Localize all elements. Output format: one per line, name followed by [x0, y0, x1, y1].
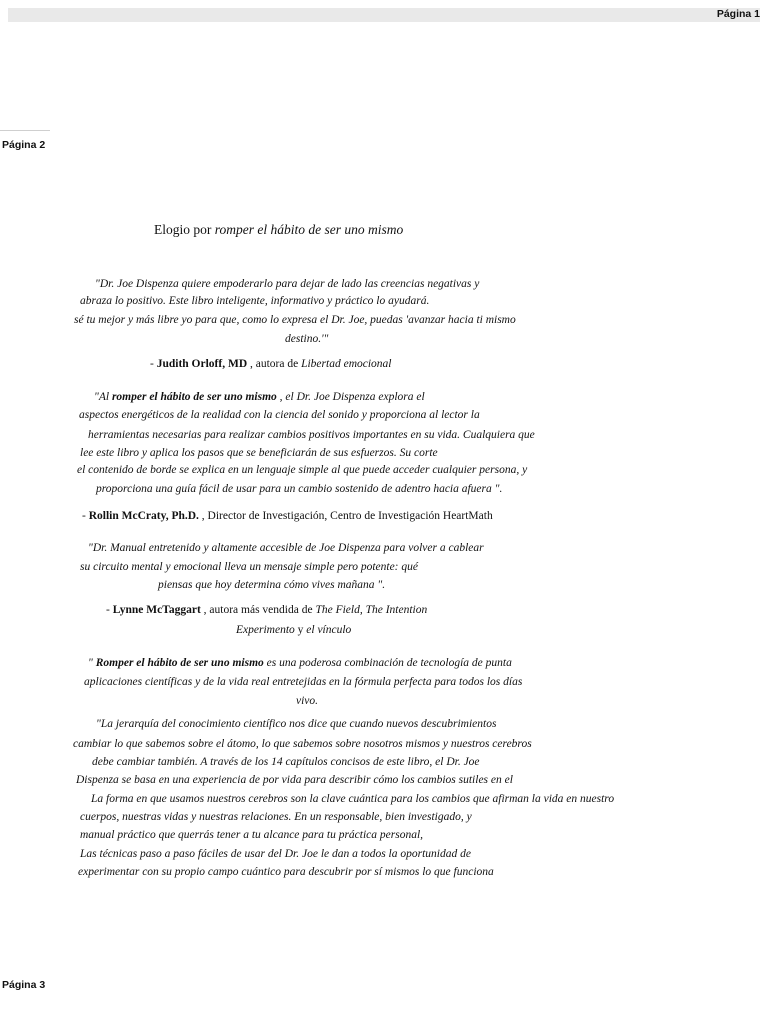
- quote-text: , el Dr. Joe Dispenza explora el: [276, 391, 425, 403]
- quote-5-line-5: La forma en que usamos nuestros cerebros son la clave cuántica para los cambios que afirman la vida en nuestro: [91, 793, 615, 805]
- quote-1-line-4: destino.'": [285, 333, 329, 345]
- book-title: The Field, The Intention: [315, 604, 428, 616]
- quote-open: ": [88, 657, 96, 669]
- quote-3-attribution-line-1: [106, 603, 427, 617]
- quote-1-line-2: abraza lo positivo. Este libro inteligente, informativo y práctico lo ayudará.: [80, 295, 430, 307]
- title-prefix: Elogio por: [154, 222, 215, 237]
- attribution-dash: -: [150, 358, 157, 370]
- author-name: Lynne McTaggart: [112, 604, 201, 616]
- attribution-text: y: [294, 624, 307, 636]
- quote-2-line-1: [94, 390, 425, 404]
- attribution-text: , Director de Investigación, Centro de Investigación HeartMath: [198, 510, 493, 522]
- quote-2-line-2: aspectos energéticos de la realidad con la ciencia del sonido y proporciona al lector la: [79, 409, 480, 421]
- quote-open: "Al: [94, 391, 112, 403]
- quote-3-attribution-line-2: [236, 623, 351, 637]
- book-title: Libertad emocional: [301, 358, 392, 370]
- book-title: Romper el hábito de ser uno mismo: [95, 657, 264, 669]
- attribution-text: , autora más vendida de: [200, 604, 316, 616]
- quote-1-attribution: [150, 357, 392, 371]
- attribution-dash: -: [106, 604, 113, 616]
- quote-2-line-3: herramientas necesarias para realizar cambios positivos importantes en su vida. Cualquiera que: [88, 429, 535, 441]
- book-title: el vínculo: [306, 624, 352, 636]
- praise-title: [154, 222, 403, 238]
- quote-2-attribution: [82, 509, 493, 523]
- quote-3-line-3: piensas que hoy determina cómo vives mañana ".: [158, 579, 386, 591]
- quote-4-line-1: [88, 656, 512, 670]
- title-book: romper el hábito de ser uno mismo: [214, 222, 404, 237]
- page-3-label: Página 3: [2, 979, 46, 991]
- quote-5-line-1: "La jerarquía del conocimiento científico nos dice que cuando nuevos descubrimientos: [96, 718, 497, 730]
- page-header-bar: [8, 8, 760, 22]
- quote-1-line-3: sé tu mejor y más libre yo para que, como lo expresa el Dr. Joe, puedas 'avanzar hacia ti mismo: [74, 314, 516, 326]
- quote-2-line-6: proporciona una guía fácil de usar para un cambio sostenido de adentro hacia afuera ".: [96, 483, 503, 495]
- quote-5-line-7: manual práctico que querrás tener a tu alcance para tu práctica personal,: [80, 829, 424, 841]
- quote-5-line-3: debe cambiar también. A través de los 14 capítulos concisos de este libro, el Dr. Joe: [92, 756, 480, 768]
- page-divider: [0, 130, 50, 131]
- author-name: Rollin McCraty, Ph.D.: [88, 510, 199, 522]
- quote-5-line-2: cambiar lo que sabemos sobre el átomo, lo que sabemos sobre nosotros mismos y nuestros cerebros: [73, 738, 532, 750]
- quote-2-line-4: lee este libro y aplica los pasos que se beneficiarán de sus esfuerzos. Su corte: [80, 447, 438, 459]
- attribution-dash: -: [82, 510, 89, 522]
- quote-5-line-8: Las técnicas paso a paso fáciles de usar del Dr. Joe le dan a todos la oportunidad de: [80, 848, 471, 860]
- quote-text: es una poderosa combinación de tecnología de punta: [263, 657, 512, 669]
- book-title: Experimento: [236, 624, 295, 636]
- page-2-label: Página 2: [2, 139, 46, 151]
- quote-1-line-1: "Dr. Joe Dispenza quiere empoderarlo para dejar de lado las creencias negativas y: [95, 278, 480, 290]
- quote-5-line-6: cuerpos, nuestras vidas y nuestras relaciones. En un responsable, bien investigado, y: [80, 811, 472, 823]
- quote-2-line-5: el contenido de borde se explica en un lenguaje simple al que puede acceder cualquier persona, y: [77, 464, 528, 476]
- attribution-text: , autora de: [247, 358, 302, 370]
- quote-4-line-2: aplicaciones científicas y de la vida real entretejidas en la fórmula perfecta para todos los días: [84, 676, 523, 688]
- quote-3-line-2: su circuito mental y emocional lleva un mensaje simple pero potente: qué: [80, 561, 418, 573]
- quote-5-line-9: experimentar con su propio campo cuántico para descubrir por sí mismos lo que funciona: [78, 866, 494, 878]
- quote-3-line-1: "Dr. Manual entretenido y altamente accesible de Joe Dispenza para volver a cablear: [88, 542, 484, 554]
- author-name: Judith Orloff, MD: [156, 358, 248, 370]
- page-1-label: Página 1: [716, 8, 760, 20]
- book-title: romper el hábito de ser uno mismo: [111, 391, 277, 403]
- quote-4-line-3: vivo.: [296, 695, 319, 707]
- quote-5-line-4: Dispenza se basa en una experiencia de por vida para describir cómo los cambios sutiles en el: [76, 774, 513, 786]
